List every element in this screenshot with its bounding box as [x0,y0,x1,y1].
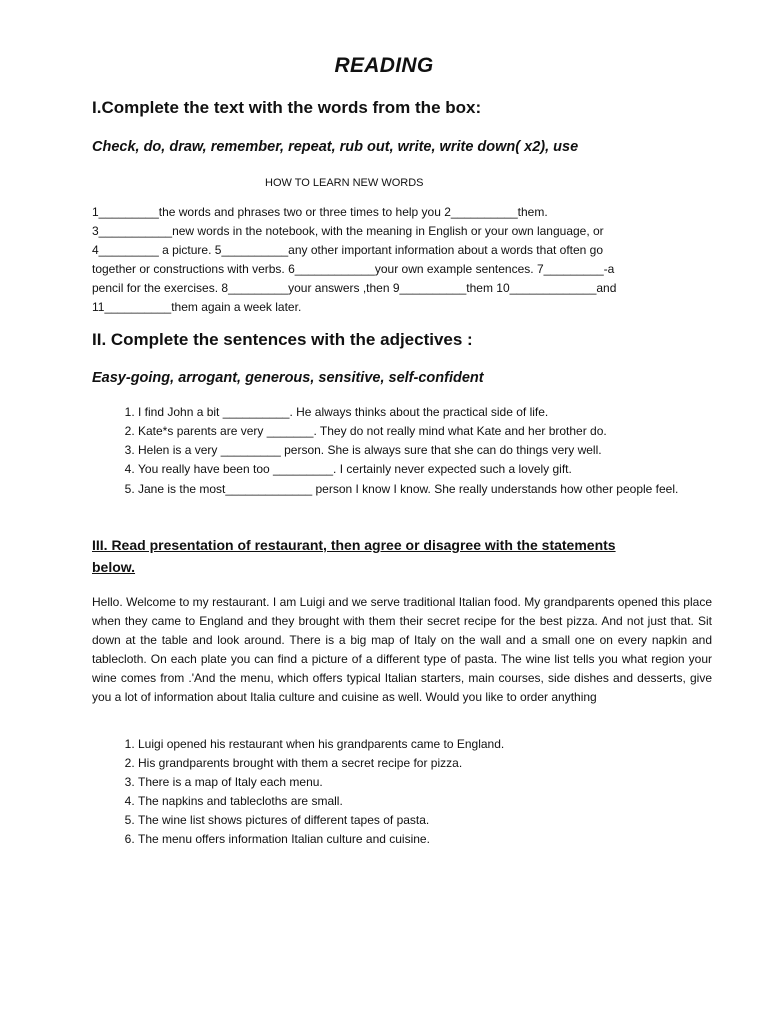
text-line: 4_________ a picture. 5__________any other important information about a words that often go [92,243,604,257]
section2-word-box: Easy-going, arrogant, generous, sensitive, self-confident [92,370,484,386]
section1-heading: I.Complete the text with the words from the box: [92,98,482,117]
section1-subtitle: HOW TO LEARN NEW WORDS [265,177,424,189]
text-line: 11__________them again a week later. [92,300,302,314]
list-item: 3. Helen is a very _________ person. She is always sure that she can do things very well. [138,441,758,460]
section3-heading-line1: III. Read presentation of restaurant, then agree or disagree with the statements [92,537,616,553]
text-line: 3___________new words in the notebook, with the meaning in English or your own language, or [92,224,604,238]
list-item: 2. Kate*s parents are very _______. They do not really mind what Kate and her brother do. [138,422,758,441]
text-line: pencil for the exercises. 8_________your answers ,then 9__________them 10_____________and [92,281,617,295]
section1-text [92,203,684,317]
list-item: 5. Jane is the most_____________ person I know I know. She really understands how other people feel. [138,479,758,499]
list-item: 1. I find John a bit __________. He always thinks about the practical side of life. [138,403,758,422]
page-title: READING [334,54,434,77]
text-line: 1_________the words and phrases two or three times to help you 2__________them. [92,205,548,219]
section3-statement-list [92,735,758,849]
section2-heading: II. Complete the sentences with the adjectives : [92,330,473,349]
list-item: 4. The napkins and tablecloths are small. [138,792,758,811]
section1-word-box: Check, do, draw, remember, repeat, rub out, write, write down( x2), use [92,139,579,155]
text-line: together or constructions with verbs. 6____________your own example sentences. 7_________-a [92,262,615,276]
list-item: 6. The menu offers information Italian culture and cuisine. [138,830,758,849]
list-item: 3. There is a map of Italy each menu. [138,773,758,792]
list-item: 5. The wine list shows pictures of different tapes of pasta. [138,811,758,830]
list-item: 4. You really have been too _________. I certainly never expected such a lovely gift. [138,460,758,479]
restaurant-paragraph: Hello. Welcome to my restaurant. I am Luigi and we serve traditional Italian food. My grandparents opened this place when they came to England and they brought with them their secret recipe for the best pizza. And not just that. Sit down at the table and look around. There is a big map of Italy on the wall and a small one on every napkin and tablecloth. On each plate you can find a picture of a different type of pasta. The wine list tells you what region your wine comes from .'And the menu, which offers typical Italian starters, main courses, side dishes and desserts, give you a lot of information about Italia culture and cuisine as well. Would you like to order anything [92,595,712,704]
list-item: 1. Luigi opened his restaurant when his grandparents came to England. [138,735,758,754]
section2-sentence-list [92,403,758,499]
list-item: 2. His grandparents brought with them a secret recipe for pizza. [138,754,758,773]
section3-heading [92,534,712,578]
section3-heading-line2: below. [92,559,136,575]
